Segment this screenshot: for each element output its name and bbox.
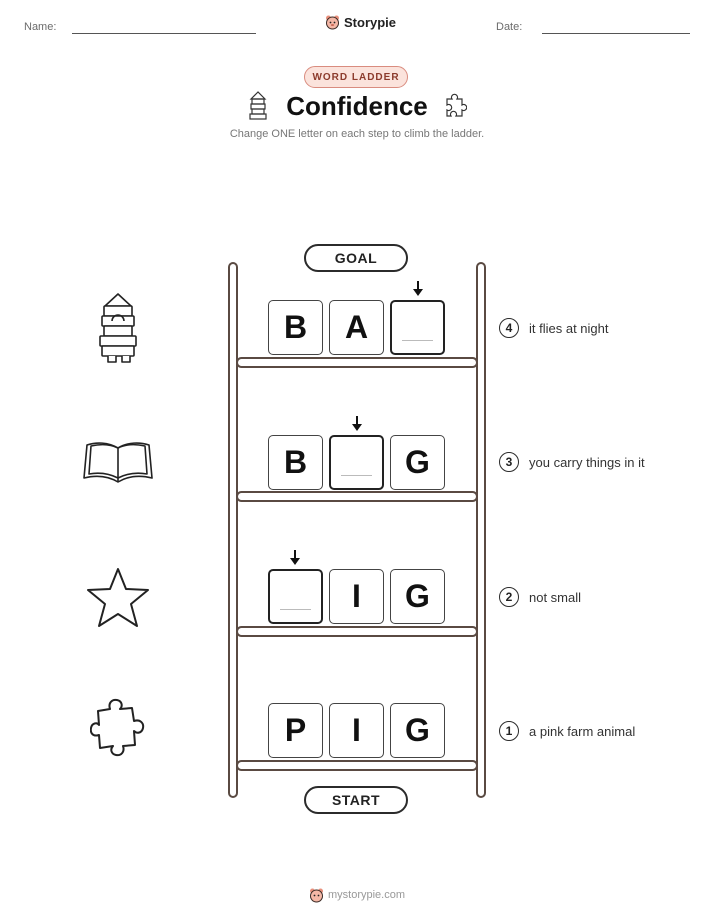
letter-tile: B	[268, 300, 323, 355]
instructions: Change ONE letter on each step to climb the ladder.	[229, 128, 485, 140]
blank-letter-tile[interactable]	[390, 300, 445, 355]
start-label: START	[304, 786, 408, 814]
ladder-left-rail	[228, 262, 238, 798]
letter-tile: G	[390, 435, 445, 490]
letter-tile: G	[390, 703, 445, 758]
step-number: 2	[499, 587, 519, 607]
write-line	[341, 475, 372, 476]
footer	[0, 887, 714, 903]
letter-tile: A	[329, 300, 384, 355]
word-ladder-badge: WORD LADDER	[304, 66, 408, 88]
goal-label: GOAL	[304, 244, 408, 272]
clue-text: not small	[529, 590, 582, 605]
ladder-right-rail	[476, 262, 486, 798]
letter-tile: P	[268, 703, 323, 758]
name-label: Name:	[24, 21, 57, 33]
step-number: 1	[499, 721, 519, 741]
brand-logo	[325, 14, 396, 30]
arrow-down-icon	[411, 280, 425, 297]
step-number: 3	[499, 452, 519, 472]
letter-tile: I	[329, 703, 384, 758]
date-label: Date:	[496, 21, 523, 33]
storypie-mascot-icon	[309, 887, 324, 903]
storypie-mascot-icon	[325, 14, 340, 30]
date-line[interactable]	[542, 33, 690, 34]
write-line	[402, 340, 433, 341]
arrow-down-icon	[288, 549, 302, 566]
footer-url[interactable]: mystorypie.com	[327, 889, 406, 901]
blank-letter-tile[interactable]	[268, 569, 323, 624]
page-title: Confidence	[286, 91, 428, 121]
star-icon	[84, 566, 152, 630]
puzzle-piece-icon	[90, 697, 146, 765]
name-line[interactable]	[72, 33, 256, 34]
clue-text: a pink farm animal	[529, 724, 636, 739]
write-line	[280, 609, 311, 610]
letter-tile: G	[390, 569, 445, 624]
step-number: 4	[499, 318, 519, 338]
open-book-icon	[82, 438, 154, 486]
ladder-rung	[236, 491, 478, 502]
clue-text: it flies at night	[529, 321, 609, 336]
ladder-rung	[236, 357, 478, 368]
block-tower-icon	[96, 292, 140, 364]
letter-tile: B	[268, 435, 323, 490]
letter-tile: I	[329, 569, 384, 624]
ladder-rung	[236, 760, 478, 771]
clue-text: you carry things in it	[529, 455, 645, 470]
blank-letter-tile[interactable]	[329, 435, 384, 490]
puzzle-piece-icon	[443, 93, 467, 121]
ladder-rung	[236, 626, 478, 637]
brand-name: Storypie	[344, 14, 397, 30]
arrow-down-icon	[350, 415, 364, 432]
